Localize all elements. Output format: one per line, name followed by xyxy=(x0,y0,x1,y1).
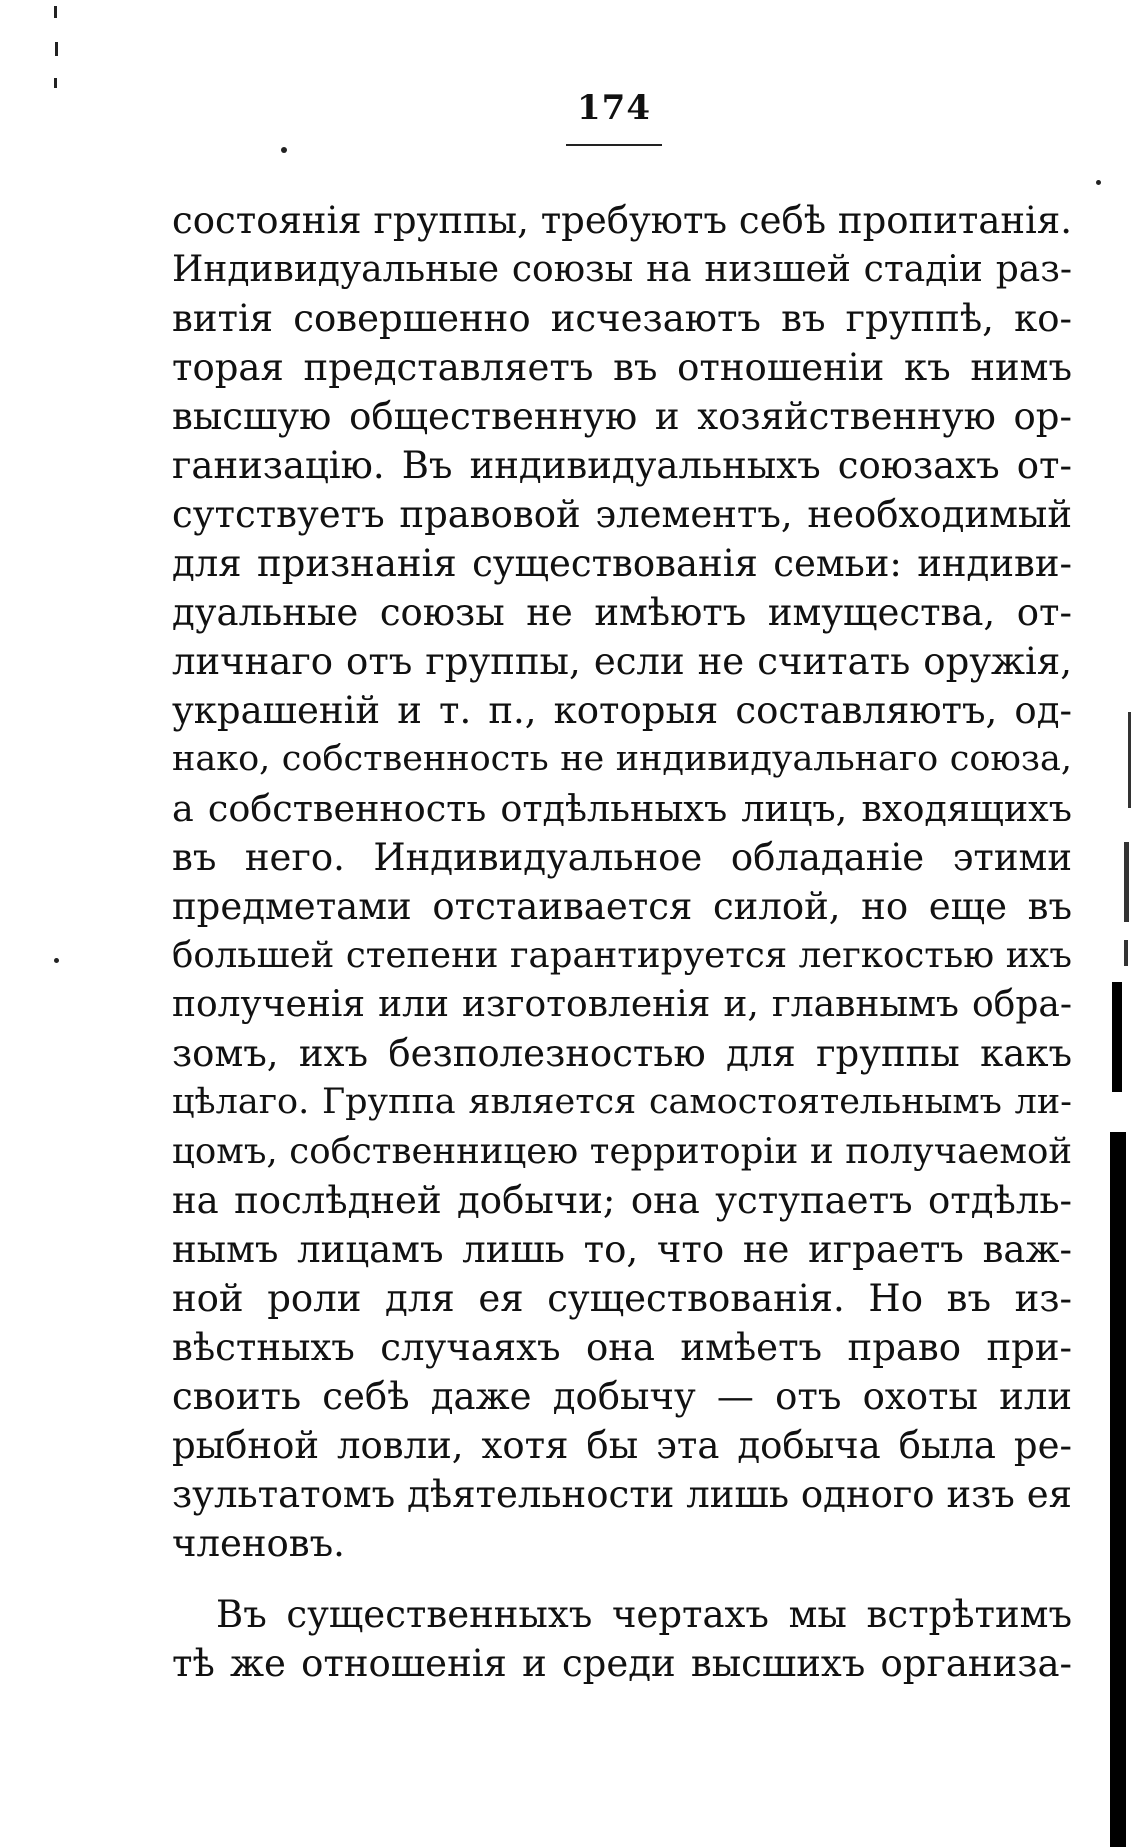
body-text xyxy=(172,196,1072,1688)
text-line: на послѣдней добычи; она уступаетъ отдѣль- xyxy=(172,1179,1072,1222)
text-line: цѣлаго. Группа является самостоятельнымъ ли- xyxy=(172,1082,1072,1122)
margin-mark-3 xyxy=(1124,940,1128,966)
text-line: зультатомъ дѣятельности лишь одного изъ ея xyxy=(172,1473,1072,1516)
text-line: въ него. Индивидуальное обладаніе этими xyxy=(172,836,1072,879)
text-line: торая представляетъ въ отношеніи къ нимъ xyxy=(172,346,1072,389)
text-line: своить себѣ даже добычу — отъ охоты или xyxy=(172,1375,1072,1418)
text-line: нако, собственность не индивидуальнаго союза, xyxy=(172,739,1072,779)
page-number-rule xyxy=(566,144,662,146)
scan-speck-right xyxy=(1096,180,1101,185)
text-line: ганизацію. Въ индивидуальныхъ союзахъ от- xyxy=(172,444,1072,487)
scan-speck-mid xyxy=(281,147,287,153)
text-line: членовъ. xyxy=(172,1522,345,1565)
text-line: нымъ лицамъ лишь то, что не играетъ важ- xyxy=(172,1228,1072,1271)
text-line: украшеній и т. п., которыя составляютъ, од- xyxy=(172,689,1072,732)
text-line: тѣ же отношенія и среди высшихъ организа- xyxy=(172,1642,1072,1685)
paragraph-1 xyxy=(172,196,1072,1568)
text-line: зомъ, ихъ безполезностью для группы какъ xyxy=(172,1032,1072,1075)
text-line: высшую общественную и хозяйственную ор- xyxy=(172,395,1072,438)
text-line: ной роли для ея существованія. Но въ из- xyxy=(172,1277,1072,1320)
scan-speck-top-left xyxy=(54,6,57,18)
margin-mark-1 xyxy=(1128,712,1131,808)
scan-speck-top-left-3 xyxy=(54,78,57,88)
text-line: состоянія группы, требуютъ себѣ пропитанія. xyxy=(172,199,1072,242)
text-line: Въ существенныхъ чертахъ мы встрѣтимъ xyxy=(216,1593,1072,1636)
text-line: большей степени гарантируется легкостью ихъ xyxy=(172,935,1072,976)
paragraph-gap xyxy=(172,1568,1072,1590)
text-line: полученія или изготовленія и, главнымъ обра- xyxy=(172,984,1072,1025)
margin-mark-2 xyxy=(1124,842,1129,922)
text-line: сутствуетъ правовой элементъ, необходимый xyxy=(172,493,1072,536)
paragraph-2 xyxy=(172,1590,1072,1688)
text-line: цомъ, собственницею территоріи и получаемой xyxy=(172,1131,1072,1172)
text-line: Индивидуальные союзы на низшей стадіи раз- xyxy=(172,249,1072,290)
text-line: витія совершенно исчезаютъ въ группѣ, ко- xyxy=(172,297,1072,340)
page-number: 174 xyxy=(577,88,651,128)
text-line: вѣстныхъ случаяхъ она имѣетъ право при- xyxy=(172,1326,1072,1369)
binding-edge-bar-upper xyxy=(1112,982,1122,1092)
text-line: рыбной ловли, хотя бы эта добыча была ре- xyxy=(172,1424,1072,1467)
text-line: предметами отстаивается силой, но еще въ xyxy=(172,885,1072,928)
scan-speck-left-margin xyxy=(54,958,59,963)
binding-edge-bar-lower xyxy=(1110,1132,1126,1847)
text-line: дуальные союзы не имѣютъ имущества, от- xyxy=(172,591,1072,634)
scan-speck-top-left-2 xyxy=(55,42,58,56)
text-line: личнаго отъ группы, если не считать оружія, xyxy=(172,640,1072,683)
text-line: а собственность отдѣльныхъ лицъ, входящихъ xyxy=(172,787,1072,830)
text-line: для признанія существованія семьи: индиви- xyxy=(172,542,1072,585)
